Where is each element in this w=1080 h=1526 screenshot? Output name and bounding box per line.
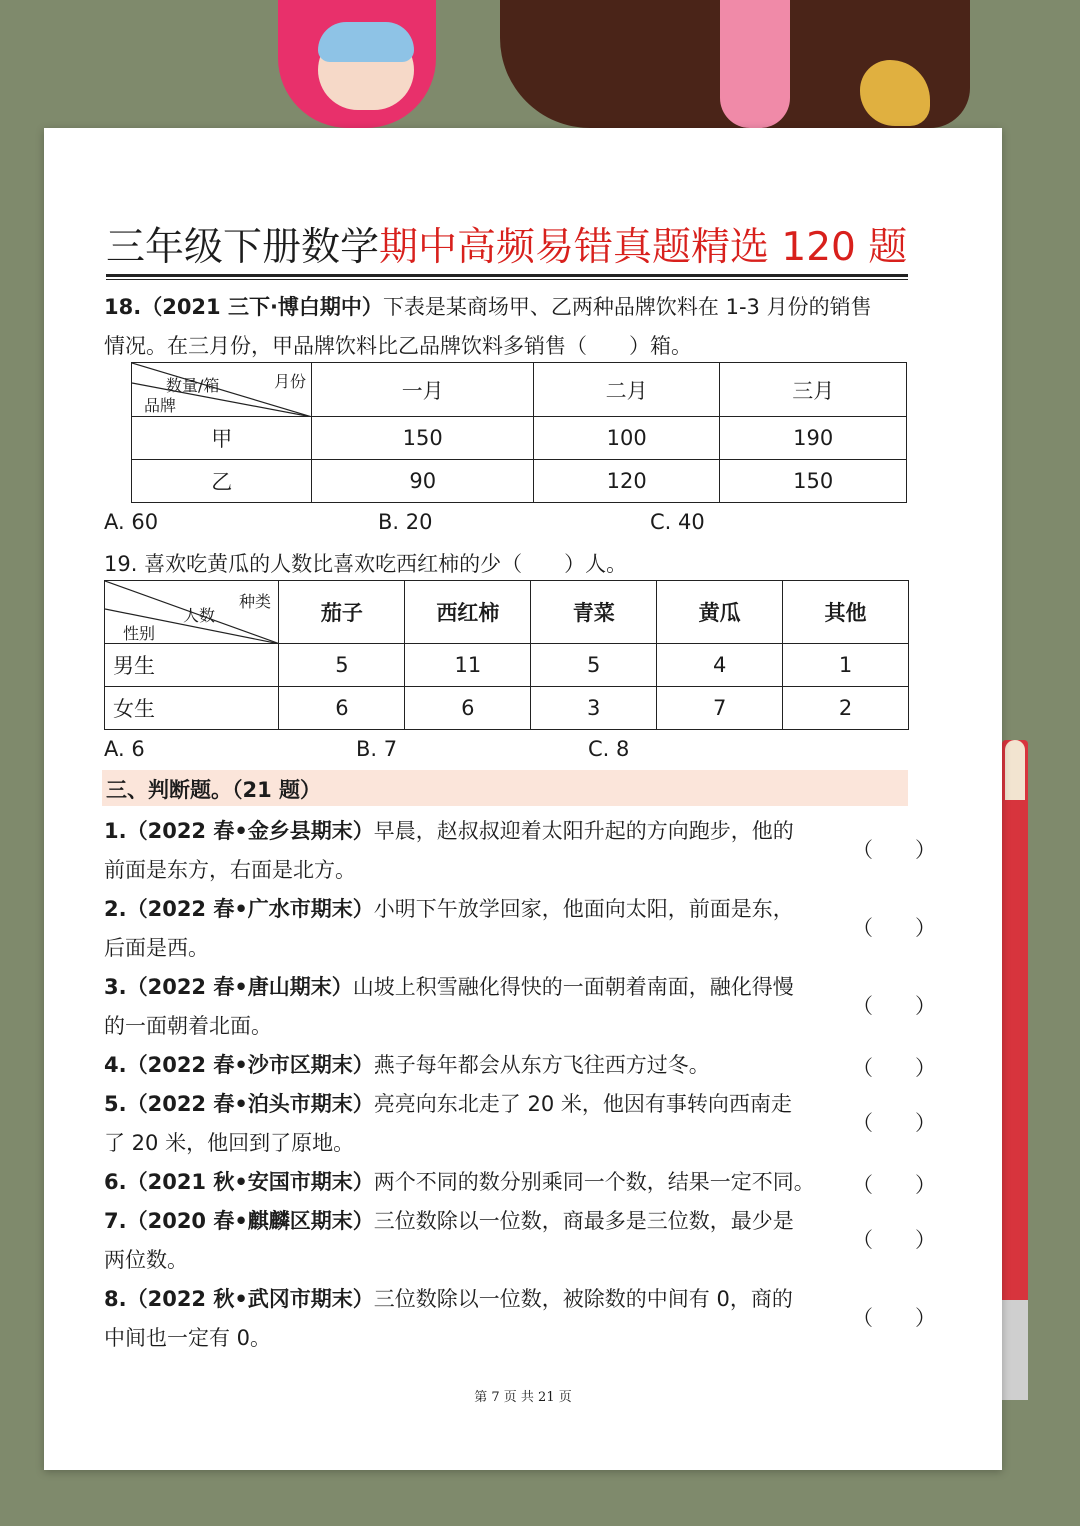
judge-question-source: 7.（2020 春•麒麟区期末） bbox=[104, 1209, 374, 1233]
title-underline-thin bbox=[106, 279, 908, 280]
judge-question-line1: 三位数除以一位数，商最多是三位数，最少是 bbox=[373, 1209, 794, 1233]
table-row bbox=[105, 687, 909, 730]
pencil-ferrule bbox=[1002, 1300, 1028, 1400]
table-row bbox=[105, 644, 909, 687]
answer-blank[interactable]: （ ） bbox=[852, 994, 936, 1018]
judge-question-line1: 小明下午放学回家，他面向太阳，前面是东， bbox=[373, 897, 794, 921]
q19-row-label: 女生 bbox=[105, 687, 279, 730]
worksheet-paper bbox=[44, 128, 1002, 1470]
q19-header-other: 其他 bbox=[783, 581, 909, 644]
q18-cell: 190 bbox=[720, 417, 907, 460]
q19-cell: 1 bbox=[783, 644, 909, 687]
title-black-part: 三年级下册数学 bbox=[106, 225, 380, 270]
judge-question bbox=[104, 1163, 824, 1202]
q18-option-b: B. 20 bbox=[378, 510, 433, 534]
q19-cell: 2 bbox=[783, 687, 909, 730]
judge-question-line2: 后面是西。 bbox=[104, 936, 209, 960]
answer-blank[interactable]: （ ） bbox=[852, 1173, 936, 1197]
q19-corner-gender: 性别 bbox=[123, 624, 156, 643]
q19-cell: 5 bbox=[279, 644, 405, 687]
q19-header-greens: 青菜 bbox=[531, 581, 657, 644]
judge-question-source: 3.（2022 春•唐山期末） bbox=[104, 975, 353, 999]
judge-question-source: 2.（2022 春•广水市期末） bbox=[104, 897, 374, 921]
table-row bbox=[132, 460, 907, 503]
q18-cell: 120 bbox=[533, 460, 720, 503]
q19-table bbox=[104, 580, 909, 730]
q18-source: 18.（2021 三下·博白期中） bbox=[104, 295, 383, 319]
judge-question-line2: 两位数。 bbox=[104, 1248, 188, 1272]
page-title bbox=[106, 223, 956, 273]
judge-question-line2: 的一面朝着北面。 bbox=[104, 1014, 272, 1038]
judge-question-line1: 两个不同的数分别乘同一个数，结果一定不同。 bbox=[373, 1170, 815, 1194]
q18-cell: 90 bbox=[312, 460, 533, 503]
q19-cell: 11 bbox=[405, 644, 531, 687]
answer-blank[interactable]: （ ） bbox=[852, 1306, 936, 1330]
judge-question-line1: 三位数除以一位数，被除数的中间有 0，商的 bbox=[373, 1287, 793, 1311]
q18-table bbox=[131, 362, 907, 503]
judge-question bbox=[104, 1202, 824, 1280]
q18-row-label: 甲 bbox=[132, 417, 312, 460]
judge-question-line2: 了 20 米，他回到了原地。 bbox=[104, 1131, 355, 1155]
judge-question bbox=[104, 890, 824, 968]
judge-question-source: 8.（2022 秋•武冈市期末） bbox=[104, 1287, 374, 1311]
judge-question-line2: 中间也一定有 0。 bbox=[104, 1326, 272, 1350]
title-underline bbox=[106, 274, 908, 277]
judge-question-line1: 山坡上积雪融化得快的一面朝着南面，融化得慢 bbox=[352, 975, 794, 999]
judge-question-source: 5.（2022 春•泊头市期末） bbox=[104, 1092, 374, 1116]
q19-header-eggplant: 茄子 bbox=[279, 581, 405, 644]
judge-question-line1: 燕子每年都会从东方飞往西方过冬。 bbox=[373, 1053, 710, 1077]
q19-cell: 5 bbox=[531, 644, 657, 687]
page-footer: 第 7 页 共 21 页 bbox=[474, 1390, 572, 1405]
pencil-tip bbox=[1005, 740, 1025, 800]
toy-doll bbox=[720, 0, 790, 128]
answer-blank[interactable]: （ ） bbox=[852, 1056, 936, 1080]
judge-question-source: 6.（2021 秋•安国市期末） bbox=[104, 1170, 374, 1194]
q19-row-label: 男生 bbox=[105, 644, 279, 687]
q19-text: 19. 喜欢吃黄瓜的人数比喜欢吃西红柿的少（ ）人。 bbox=[104, 552, 628, 576]
q18-header-feb: 二月 bbox=[533, 363, 720, 417]
q18-header-jan: 一月 bbox=[312, 363, 533, 417]
judge-question bbox=[104, 812, 824, 890]
q19-corner-cell bbox=[105, 581, 279, 644]
q19-option-a: A. 6 bbox=[104, 737, 145, 761]
q18-text-line2: 情况。在三月份，甲品牌饮料比乙品牌饮料多销售（ ）箱。 bbox=[104, 334, 692, 358]
judge-question bbox=[104, 1046, 824, 1085]
q19-cell: 7 bbox=[657, 687, 783, 730]
answer-blank[interactable]: （ ） bbox=[852, 1111, 936, 1135]
q19-cell: 6 bbox=[405, 687, 531, 730]
q19-cell: 3 bbox=[531, 687, 657, 730]
q18-cell: 100 bbox=[533, 417, 720, 460]
answer-blank[interactable]: （ ） bbox=[852, 838, 936, 862]
table-row bbox=[132, 417, 907, 460]
q18-option-a: A. 60 bbox=[104, 510, 159, 534]
q18-row-label: 乙 bbox=[132, 460, 312, 503]
q19-cell: 4 bbox=[657, 644, 783, 687]
q18-option-c: C. 40 bbox=[650, 510, 705, 534]
q18-corner-cell bbox=[132, 363, 312, 417]
q18-cell: 150 bbox=[312, 417, 533, 460]
judge-question-source: 4.（2022 春•沙市区期末） bbox=[104, 1053, 374, 1077]
title-red-part: 期中高频易错真题精选 120 题 bbox=[379, 225, 908, 270]
judge-question-source: 1.（2022 春•金乡县期末） bbox=[104, 819, 374, 843]
judge-question bbox=[104, 1280, 824, 1358]
q19-corner-count: 人数 bbox=[183, 606, 216, 625]
section-heading-band bbox=[102, 770, 908, 806]
judge-question bbox=[104, 968, 824, 1046]
q19-header-tomato: 西红柿 bbox=[405, 581, 531, 644]
q18-corner-quantity: 数量/箱 bbox=[166, 376, 220, 395]
section-heading: 三、判断题。（21 题） bbox=[106, 778, 322, 802]
q18-cell: 150 bbox=[720, 460, 907, 503]
q19-cell: 6 bbox=[279, 687, 405, 730]
judge-question-line1: 亮亮向东北走了 20 米，他因有事转向西南走 bbox=[373, 1092, 792, 1116]
q18-text-line1: 下表是某商场甲、乙两种品牌饮料在 1-3 月份的销售 bbox=[382, 295, 872, 319]
q18-corner-month: 月份 bbox=[274, 372, 307, 391]
q18-line1 bbox=[104, 293, 872, 321]
q18-corner-brand: 品牌 bbox=[144, 396, 177, 415]
judge-question-line1: 早晨，赵叔叔迎着太阳升起的方向跑步，他的 bbox=[373, 819, 794, 843]
answer-blank[interactable]: （ ） bbox=[852, 1228, 936, 1252]
judge-question-line2: 前面是东方，右面是北方。 bbox=[104, 858, 356, 882]
q19-option-c: C. 8 bbox=[588, 737, 630, 761]
judge-question bbox=[104, 1085, 824, 1163]
q18-header-mar: 三月 bbox=[720, 363, 907, 417]
answer-blank[interactable]: （ ） bbox=[852, 916, 936, 940]
q19-corner-category: 种类 bbox=[239, 592, 272, 611]
toy-figure-hair bbox=[318, 22, 414, 62]
q19-header-cucumber: 黄瓜 bbox=[657, 581, 783, 644]
q19-option-b: B. 7 bbox=[356, 737, 398, 761]
